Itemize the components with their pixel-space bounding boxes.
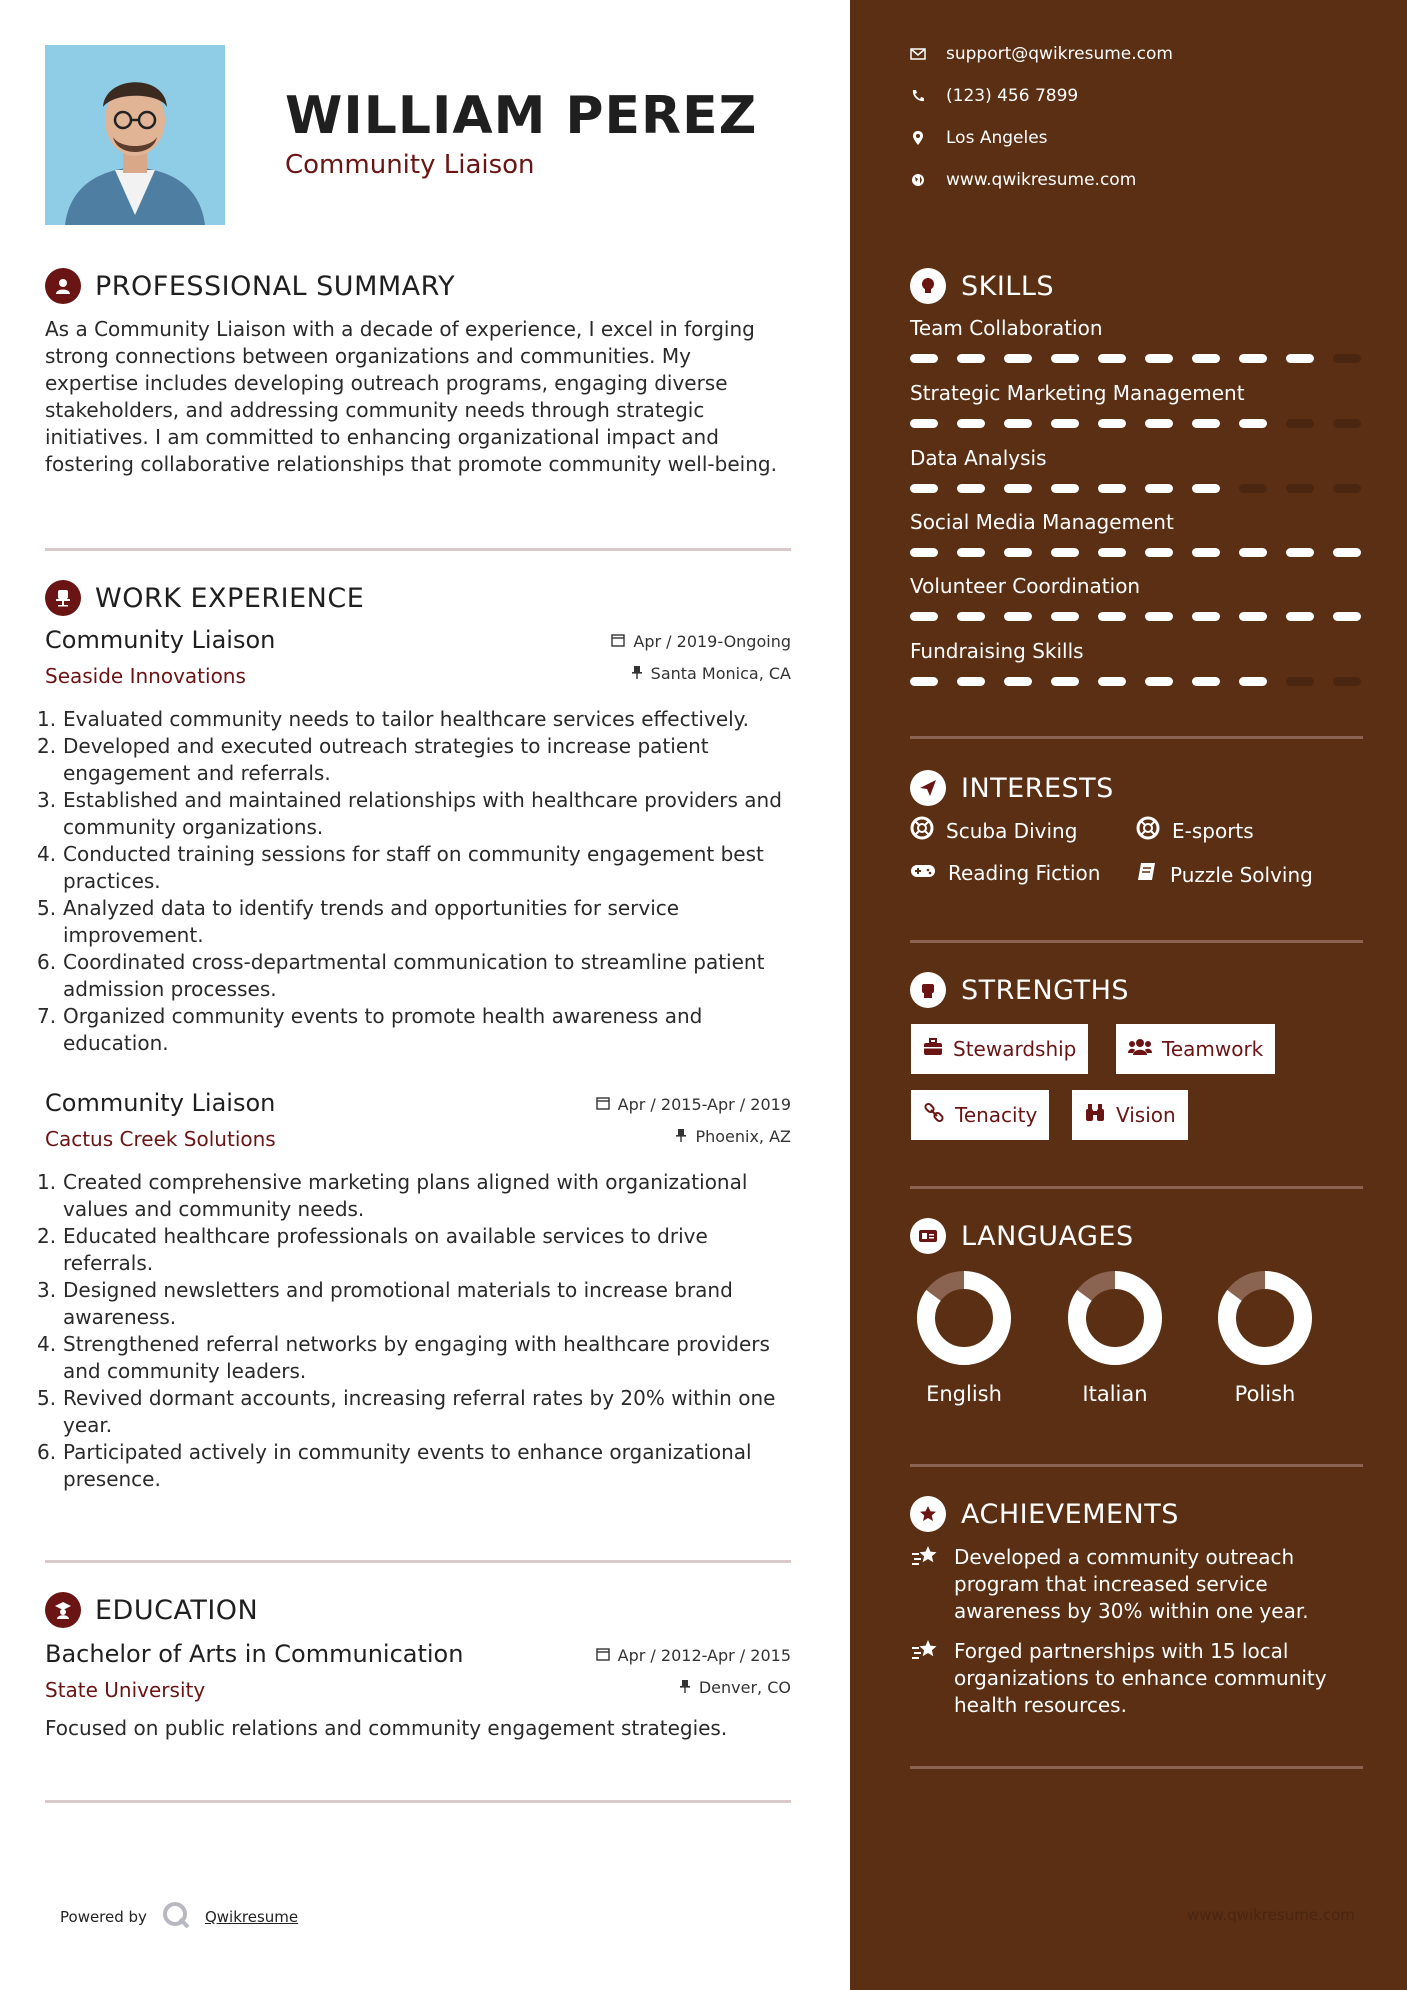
calendar-icon [611,632,625,651]
education-school: State University [45,1678,206,1702]
contact-email-text: support@qwikresume.com [946,44,1173,64]
rating-dash-filled [1333,548,1361,557]
interest-item [910,861,1100,885]
rating-dash-filled [1051,612,1079,621]
job-location [675,1127,791,1146]
skill-rating [910,354,1363,363]
rating-dash-filled [1004,548,1032,557]
rating-dash-empty [1286,419,1314,428]
education-entry [45,1640,791,1740]
lifebuoy-icon [1136,816,1160,845]
star-badge-icon [910,1496,946,1532]
rating-dash-filled [957,677,985,686]
rating-dash-filled [1098,419,1126,428]
divider [45,1800,791,1803]
rating-dash-filled [1239,354,1267,363]
briefcase-icon [923,1037,943,1061]
skill-item [910,381,1363,428]
strengths-header [910,972,1129,1008]
job-date-text: Apr / 2015-Apr / 2019 [617,1095,791,1114]
rating-dash-empty [1286,484,1314,493]
summary-title: PROFESSIONAL SUMMARY [95,270,456,302]
strength-chip [911,1090,1049,1140]
list-item: 5. Revived dormant accounts, increasing referral rates by 20% within one year. [37,1386,776,1437]
language-level-ring [1215,1268,1315,1368]
strength-label: Tenacity [955,1103,1038,1127]
list-item: 7. Organized community events to promote health awareness and education. [37,1004,703,1055]
skill-rating [910,677,1363,686]
job-title: Community Liaison [45,626,276,654]
shooting-star-icon [910,1544,940,1625]
rating-dash-filled [1098,612,1126,621]
strengths-title: STRENGTHS [961,974,1130,1006]
globe-icon [910,173,926,187]
rating-dash-filled [1051,354,1079,363]
skill-rating [910,612,1363,621]
rating-dash-filled [1145,419,1173,428]
interest-label: Reading Fiction [948,861,1101,885]
language-level-ring [914,1268,1014,1368]
job-location-text: Phoenix, AZ [695,1127,791,1146]
rating-dash-filled [1051,419,1079,428]
lifebuoy-icon [910,816,934,845]
languages-header [910,1218,1134,1254]
strength-chip [911,1024,1088,1074]
rating-dash-filled [1286,354,1314,363]
rating-dash-filled [1145,354,1173,363]
rating-dash-filled [1192,354,1220,363]
interest-label: E-sports [1172,818,1254,843]
interest-label: Puzzle Solving [1170,862,1313,887]
experience-header [45,580,364,616]
rating-dash-filled [1192,419,1220,428]
education-title: EDUCATION [95,1594,259,1626]
rating-dash-filled [1098,484,1126,493]
achievement-item [910,1544,1363,1625]
skill-rating [910,548,1363,557]
divider [910,940,1363,943]
job-entry [37,626,791,1057]
experience-title: WORK EXPERIENCE [95,582,365,614]
calendar-icon [596,1095,610,1114]
strength-label: Vision [1116,1103,1176,1127]
rating-dash-filled [910,354,938,363]
rating-dash-filled [1051,677,1079,686]
rating-dash-filled [910,484,938,493]
education-header [45,1592,258,1628]
job-location [631,664,791,683]
job-date-text: Apr / 2019-Ongoing [633,632,791,651]
job-location-text: Santa Monica, CA [650,664,791,683]
rating-dash-filled [1239,419,1267,428]
profile-photo [45,45,225,225]
rating-dash-filled [1192,677,1220,686]
contact-location [910,128,1048,148]
pin-icon [679,1678,691,1697]
map-marker-icon [910,130,926,146]
rating-dash-filled [1286,612,1314,621]
rating-dash-filled [957,419,985,428]
education-date [596,1646,791,1665]
strength-label: Stewardship [953,1037,1077,1061]
rating-dash-filled [1192,548,1220,557]
list-item: 5. Analyzed data to identify trends and opportunities for service improvement. [37,896,680,947]
list-item: 2. Educated healthcare professionals on available services to drive referrals. [37,1224,708,1275]
contact-location-text: Los Angeles [946,128,1048,148]
shooting-star-icon [910,1638,940,1719]
binoculars-icon [1084,1103,1106,1128]
link-icon [923,1102,945,1129]
list-item: 3. Established and maintained relationships with healthcare providers and community organizations. [37,788,782,839]
interest-item [910,816,1077,845]
achievement-text: Forged partnerships with 15 local organizations to enhance community health resources. [954,1639,1327,1717]
job-company: Seaside Innovations [45,664,246,688]
rating-dash-filled [910,612,938,621]
skill-name: Social Media Management [910,510,1174,534]
skill-name: Fundraising Skills [910,639,1084,663]
skills-header [910,268,1054,304]
interest-item [1136,861,1313,888]
gamepad-icon [910,861,936,885]
translate-icon [910,1218,946,1254]
language-level-ring [1065,1268,1165,1368]
pin-icon [675,1127,687,1146]
rating-dash-empty [1333,484,1361,493]
summary-text: As a Community Liaison with a decade of experience, I excel in forging strong connections between organizations and communities. My expertise includes developing outreach programs, engaging diverse stakeholders, and addressing community needs through strategic initiatives. I am committed to enhancing organizational impact and fostering collaborative relationships that promote community well-being. [45,317,777,476]
divider [910,736,1363,739]
list-item: 6. Coordinated cross-departmental communication to streamline patient admission processes. [37,950,765,1001]
rating-dash-filled [1286,548,1314,557]
skill-rating [910,484,1363,493]
summary-header [45,268,455,304]
rating-dash-filled [1145,548,1173,557]
rating-dash-filled [910,548,938,557]
job-date [596,1095,791,1114]
language-item [904,1268,1024,1406]
rating-dash-filled [957,612,985,621]
education-description: Focused on public relations and community engagement strategies. [45,1716,728,1740]
skill-name: Volunteer Coordination [910,574,1141,598]
achievements-header [910,1496,1179,1532]
divider [910,1766,1363,1769]
language-name: Polish [1234,1382,1296,1406]
rating-dash-filled [1098,354,1126,363]
rating-dash-filled [1192,612,1220,621]
contact-website-text: www.qwikresume.com [946,170,1137,190]
job-date [611,632,791,651]
phone-icon [910,89,926,103]
skill-item [910,316,1363,363]
skills-title: SKILLS [961,270,1055,302]
skill-item [910,446,1363,493]
list-item: 3. Designed newsletters and promotional materials to increase brand awareness. [37,1278,733,1329]
education-date-text: Apr / 2012-Apr / 2015 [617,1646,791,1665]
contact-website[interactable] [910,170,1136,190]
rating-dash-filled [1239,548,1267,557]
list-item: 4. Conducted training sessions for staff on community engagement best practices. [37,842,764,893]
rating-dash-filled [1145,484,1173,493]
rating-dash-filled [1098,677,1126,686]
list-item: 4. Strengthened referral networks by engaging with healthcare providers and community leaders. [37,1332,770,1383]
fist-icon [910,972,946,1008]
list-item: 6. Participated actively in community events to enhance organizational presence. [37,1440,752,1491]
qwikresume-link[interactable]: Qwikresume [204,1908,299,1926]
contact-phone[interactable] [910,86,1078,106]
footer-powered [60,1900,298,1934]
skill-rating [910,419,1363,428]
rating-dash-filled [1239,612,1267,621]
list-item: 1. Evaluated community needs to tailor healthcare services effectively. [37,707,750,731]
divider [45,548,791,551]
education-location [679,1678,791,1697]
rating-dash-filled [957,548,985,557]
rating-dash-empty [1286,677,1314,686]
interests-header [910,770,1114,806]
rating-dash-filled [1098,548,1126,557]
skill-item [910,510,1363,557]
education-location-text: Denver, CO [698,1678,791,1697]
rating-dash-filled [1004,612,1032,621]
interests-title: INTERESTS [961,772,1114,804]
language-name: English [926,1382,1002,1406]
qwikresume-logo-icon [161,1900,191,1934]
footer-website[interactable]: www.qwikresume.com [1187,1906,1355,1924]
rating-dash-filled [1004,677,1032,686]
interest-item [1136,816,1254,845]
skill-item [910,639,1363,686]
rating-dash-filled [1004,484,1032,493]
rating-dash-empty [1239,484,1267,493]
rating-dash-filled [1004,354,1032,363]
job-bullets [37,1169,791,1493]
language-item [1205,1268,1325,1406]
language-name: Italian [1082,1382,1148,1406]
achievement-text: Developed a community outreach program that increased service awareness by 30% within one year. [954,1545,1309,1623]
envelope-icon [910,48,926,60]
list-item: 1. Created comprehensive marketing plans aligned with organizational values and community needs. [37,1170,748,1221]
graduate-icon [45,1592,81,1628]
achievement-item [910,1638,1363,1719]
strength-chip [1072,1090,1188,1140]
skill-name: Strategic Marketing Management [910,381,1245,405]
rating-dash-empty [1333,677,1361,686]
pin-icon [631,664,643,683]
strength-chip [1116,1024,1275,1074]
rating-dash-filled [957,354,985,363]
rating-dash-filled [1239,677,1267,686]
languages-title: LANGUAGES [961,1220,1134,1252]
rating-dash-filled [1192,484,1220,493]
rating-dash-filled [1333,612,1361,621]
paper-plane-icon [910,770,946,806]
contact-email[interactable] [910,44,1173,64]
office-chair-icon [45,580,81,616]
rating-dash-filled [1145,612,1173,621]
candidate-name: WILLIAM PEREZ [285,86,758,146]
rating-dash-filled [1145,677,1173,686]
divider [45,1560,791,1563]
rating-dash-filled [957,484,985,493]
strength-label: Teamwork [1162,1037,1264,1061]
job-company: Cactus Creek Solutions [45,1127,276,1151]
powered-by-label: Powered by [60,1908,147,1926]
education-degree: Bachelor of Arts in Communication [45,1640,464,1668]
divider [910,1464,1363,1467]
skill-item [910,574,1363,621]
calendar-icon [596,1646,610,1665]
achievements-title: ACHIEVEMENTS [961,1498,1179,1530]
rating-dash-empty [1333,419,1361,428]
job-entry [37,1089,791,1493]
skill-name: Team Collaboration [910,316,1103,340]
job-bullets [37,706,791,1057]
skill-name: Data Analysis [910,446,1047,470]
job-title: Community Liaison [45,1089,276,1117]
rating-dash-filled [910,677,938,686]
rating-dash-empty [1333,354,1361,363]
candidate-role: Community Liaison [285,150,535,180]
users-icon [1128,1037,1152,1061]
rating-dash-filled [1004,419,1032,428]
divider [910,1186,1363,1189]
language-item [1055,1268,1175,1406]
rating-dash-filled [910,419,938,428]
book-icon [1136,861,1158,888]
lightbulb-icon [910,268,946,304]
user-icon [45,268,81,304]
rating-dash-filled [1051,548,1079,557]
interest-label: Scuba Diving [946,818,1078,843]
list-item: 2. Developed and executed outreach strategies to increase patient engagement and referrals. [37,734,709,785]
rating-dash-filled [1051,484,1079,493]
contact-phone-text: (123) 456 7899 [946,86,1079,106]
